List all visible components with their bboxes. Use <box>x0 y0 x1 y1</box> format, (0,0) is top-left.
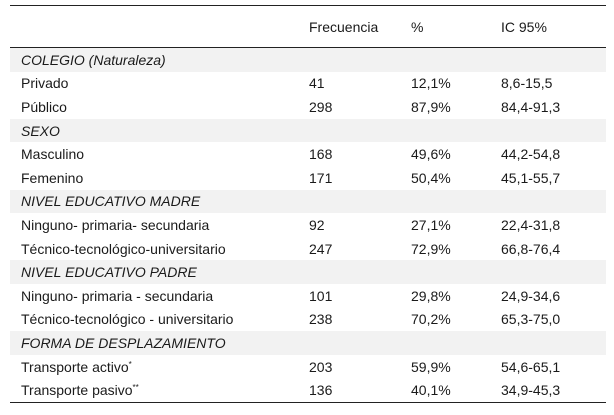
row-label <box>10 355 309 379</box>
section-title: SEXO <box>21 122 60 139</box>
data-table-container <box>10 5 606 403</box>
table-row <box>10 355 606 379</box>
row-frequency: 203 <box>309 358 333 375</box>
row-label <box>10 284 309 308</box>
row-label-text: Técnico-tecnológico - universitario <box>21 311 234 328</box>
row-frequency: 238 <box>309 311 333 328</box>
row-label-text: Ninguno- primaria- secundaria <box>21 216 210 233</box>
header-ci: IC 95% <box>501 18 547 35</box>
row-ci: 65,3-75,0 <box>501 311 561 328</box>
row-ci: 66,8-76,4 <box>501 240 561 257</box>
row-percent: 87,9% <box>411 98 451 115</box>
row-ci: 34,9-45,3 <box>501 382 561 399</box>
row-percent: 72,9% <box>411 240 451 257</box>
row-label-text: Femenino <box>21 169 84 186</box>
row-ci: 44,2-54,8 <box>501 146 561 163</box>
section-title: FORMA DE DESPLAZAMIENTO <box>21 334 226 351</box>
section-title: NIVEL EDUCATIVO PADRE <box>21 264 197 281</box>
row-label-text: Privado <box>21 75 69 92</box>
section-title: NIVEL EDUCATIVO MADRE <box>21 193 201 210</box>
row-label-text: Transporte activo <box>21 358 129 375</box>
row-frequency: 168 <box>309 146 333 163</box>
table-row <box>10 166 606 190</box>
table-row <box>10 237 606 261</box>
row-frequency: 247 <box>309 240 333 257</box>
row-label <box>10 95 309 119</box>
row-percent: 27,1% <box>411 216 451 233</box>
footnote-marker: ** <box>132 383 139 393</box>
section-title: COLEGIO (Naturaleza) <box>21 51 166 68</box>
footnote-marker: * <box>128 359 132 369</box>
table-body <box>10 48 606 403</box>
row-frequency: 171 <box>309 169 333 186</box>
table-header <box>10 6 606 48</box>
row-ci: 54,6-65,1 <box>501 358 561 375</box>
row-label <box>10 213 309 237</box>
row-frequency: 101 <box>309 287 333 304</box>
row-label-text: Técnico-tecnológico-universitario <box>21 240 226 257</box>
row-label <box>10 142 309 166</box>
table-row <box>10 72 606 96</box>
row-frequency: 41 <box>309 75 325 92</box>
header-percent: % <box>411 18 424 35</box>
row-frequency: 298 <box>309 98 333 115</box>
table-row <box>10 308 606 332</box>
row-percent: 49,6% <box>411 146 451 163</box>
header-row <box>10 6 606 48</box>
row-label-text: Transporte pasivo <box>21 382 133 399</box>
row-percent: 59,9% <box>411 358 451 375</box>
row-percent: 29,8% <box>411 287 451 304</box>
row-label-text: Público <box>21 98 67 115</box>
header-label <box>10 6 309 48</box>
row-label-text: Ninguno- primaria - secundaria <box>21 287 214 304</box>
table-row <box>10 95 606 119</box>
section-header-row <box>10 331 606 355</box>
row-percent: 70,2% <box>411 311 451 328</box>
table-row <box>10 142 606 166</box>
row-percent: 12,1% <box>411 75 451 92</box>
row-label-text: Masculino <box>21 146 85 163</box>
row-percent: 40,1% <box>411 382 451 399</box>
row-label <box>10 166 309 190</box>
table-row <box>10 284 606 308</box>
row-label <box>10 237 309 261</box>
section-header-row <box>10 260 606 284</box>
row-frequency: 136 <box>309 382 333 399</box>
section-header-row <box>10 190 606 214</box>
row-percent: 50,4% <box>411 169 451 186</box>
table-row <box>10 213 606 237</box>
row-ci: 8,6-15,5 <box>501 75 553 92</box>
row-frequency: 92 <box>309 216 325 233</box>
row-label <box>10 308 309 332</box>
demographics-table <box>10 5 606 403</box>
section-header-row <box>10 48 606 72</box>
row-label <box>10 378 309 402</box>
table-row <box>10 378 606 402</box>
row-ci: 84,4-91,3 <box>501 98 561 115</box>
header-frequency: Frecuencia <box>309 18 379 35</box>
section-header-row <box>10 119 606 143</box>
row-ci: 24,9-34,6 <box>501 287 561 304</box>
row-ci: 22,4-31,8 <box>501 216 561 233</box>
row-label <box>10 72 309 96</box>
row-ci: 45,1-55,7 <box>501 169 561 186</box>
